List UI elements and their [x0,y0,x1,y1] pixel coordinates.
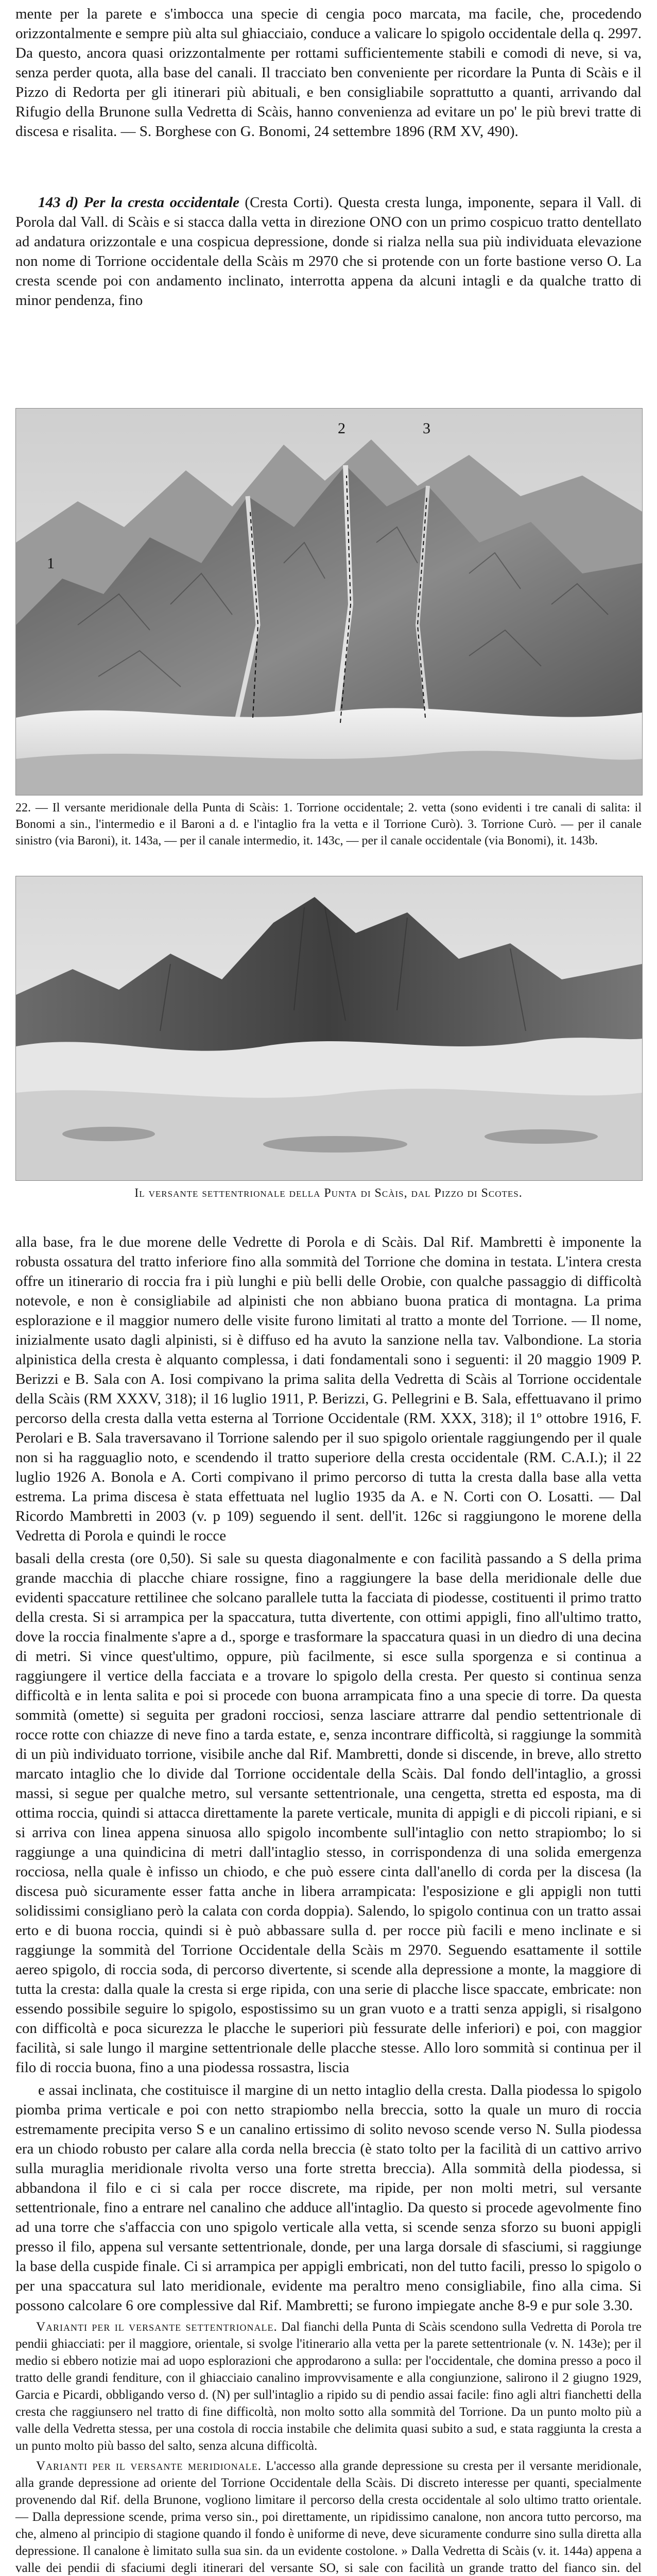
variant-north-body: Dal fianchi della Punta di Scàis scendono sulla Vedretta di Porola tre pendii ghiacciati: per il maggiore, orientale, si svolge l'itinerario alla vetta per la parete settentrionale (v. N. 143e); per il medio si ebbero notizie mai ad uopo esplorazioni che approdarono a sulla: per l'occidentale, che domina presso a poco il tratto delle grandi fenditure, con il ghiacciaio canalino improvvisamente e alla congiunzione, salirono il 2 giugno 1929, Garcia e Picardi, obbligando verso d. (N) per sull'intaglio a ripido su di pendio assai facile: fino agli altri fianchetti della cresta che raggiunsero nel tratto di fine difficoltà, non molto sotto alla sommità del Torrione. Da un punto molto più a valle della Vedretta stessa, per una costola di roccia instabile che delimita quasi subito a sud, e stata raggiunta la cresta a un punto molto più basso del salto, senza alcuna difficoltà. [15,2320,642,2453]
photo-north-face [15,876,643,1181]
figure-label-1: 1 [47,555,55,572]
section-title: Per la cresta occidentale [83,194,239,211]
section-body: Questa cresta lunga, imponente, separa il Vall. di Porola dal Vall. di Scàis e si stacca dalla vetta in direzione ONO con un primo cospicuo tratto dentellato ad andatura orizzontale e una cospicua depressione, donde si rialza nella sua più individuata elevazione non nome di Torrione occidentale della Scàis m 2970 che si protende con un forte bastione verso O. La cresta scende poi con andamento inclinato, interrotta appena da alcuni intagli e da qualche tratto di minor pendenza, fino [15,194,642,309]
variant-south-body: L'accesso alla grande depressione su cresta per il versante meridionale, alla grande depressione ad oriente del Torrione Occidentale della Scàis. Di discreto interesse per quanti, specialmente provenendo dal Rif. della Brunone, vogliono limitare il percorso della cresta occidentale al solo ultimo tratto orientale. — Dalla depressione scende, prima verso sin., poi direttamente, un ripidissimo canalone, non ancora tutto percorso, ma che, almeno al principio di stagione quando il fondo è uniforme di neve, deve sicuramente condurre sino sulla diretta alla depressione. Il canalone è limitato sulla sua sin. da un evidente costolone. » Dalla Vedretta di Scàis (v. it. 144a) appena a valle dei pendii di sfaciumi degli itinerari del versante SO, si sale con facilità un grande tratto del fianco sin. del [15,2459,642,2575]
main-text-block [15,1232,642,2576]
main-paragraph-2: basali della cresta (ore 0,50). Si sale su questa diagonalmente e con facilità passando a S della prima grande macchia di placche chiare rossigne, fino a raggiungere la base della meridionale delle due evidenti spaccature rettilinee che solcano parallele tutta la facciata di piodesse, costituenti il primo tratto della cresta. Si si arrampica per la spaccatura, tutta divertente, con ottimi appigli, fino all'ultimo tratto, dove la roccia finalmente s'apre a d., sporge e trasformare la spaccatura quasi in un diedro di una decina di metri. Si vince quest'ultimo, oppure, più facilmente, si esce sulla sporgenza e si continua a raggiungere il vertice della facciata e a trovare lo spigolo della cresta. Per questo si continua senza difficoltà e in lenta salita e poi si procede con buona arrampicata fino a una specie di torre. Da questa sommità (omette) si seguita per gradoni rocciosi, senza lasciare attrarre dal pendio settentrionale di rocce rotte con chiazze di neve fino a tarda estate, e, senza incontrare difficoltà, si raggiunge la sommità di un più individuato torrione, visibile anche dal Rif. Mambretti, donde si discende, in breve, allo stretto marcato intaglio che lo divide dal Torrione occidentale della Scàis. Dal fondo dell'intaglio, a grossi massi, si segue per qualche metro, sul versante settentrionale, una cengetta, stretta ed esposta, ma di ottima roccia, quindi si attacca direttamente la parete verticale, munita di appigli e di piccoli ripiani, e si si arriva con linea appena sinuosa allo spigolo incombente sull'intaglio con netto strapiombo; lo si raggiunge a una quindicina di metri dall'intaglio stesso, in corrispondenza di una solida emergenza rocciosa, nella quale è infisso un chiodo, e che può essere cinta dall'anello di corda per la discesa (la discesa può sicuramente esser fatta anche in libera arrampicata: l'esposizione e gli appigli non tutti solidissimi consigliano però la calata con corda doppia). Salendo, lo spigolo continua con un tratto assai erto e di buona roccia, quindi si è può abbassare sulla d. per rocce più facili e meno inclinate e si raggiunge la sommità del Torrione Occidentale della Scàis m 2970. Seguendo esattamente il sottile aereo spigolo, di roccia soda, di percorso divertente, si scende alla depressione a monte, la maggiore di tutta la cresta: dalla quale la cresta si erge ripida, con una serie di placche lisce spaccate, embricate: non essendo possibile seguire lo spigolo, espostissimo su un gran vuoto e a tratti senza appigli, si risalgono con difficoltà e poca sicurezza le placche le superiori più fessurate delle inferiori) e poi, con maggior facilità, si sale lungo il margine settentrionale delle placche stesse. Allo loro sommità si continua per il filo di roccia buona, fino a una piodessa rossastra, liscia [15,1550,642,2076]
section-143d [15,193,642,313]
figure-label-3: 3 [423,420,430,437]
photo-south-face [15,408,643,795]
figure-label-2: 2 [338,420,345,437]
variant-north-paragraph [15,2318,642,2454]
figure-bottom-caption-text: Il versante settentrionale della Punta di Scàis, dal Pizzo di Scotes. [134,1187,523,1200]
intro-block [15,4,642,144]
north-face-illustration [16,876,642,1180]
mountain-photo-illustration [16,409,642,795]
main-paragraph-3: e assai inclinata, che costituisce il margine di un netto intaglio della cresta. Dalla piodessa lo spigolo piomba prima verticale e poi con netto strapiombo nella breccia, sotto la quale un muro di roccia estremamente precipita verso S e un canalino ertissimo di solito nevoso scende verso N. Sulla piodessa era un chiodo robusto per calare alla corda nella breccia (è stato tolto per la facilità di un cattivo arrivo sulla muraglia meridionale rivolta verso una forte stretta breccia). Alla sommità della piodessa, si abbandona il filo e ci si cala per rocce discrete, ma ripide, per non molti metri, sul versante settentrionale, fino a entrare nel canalino che adduce all'intaglio. Da questo si procede agevolmente fino ad una torre che s'affaccia con uno spigolo verticale alla vetta, si scende senza sforzo su buoni appigli presso il filo, appena sul versante settentrionale, donde, per una larga dorsale di sfasciumi, si raggiunge la base della cuspide finale. Ci si arrampica per appigli embricati, non del tutto facili, presso lo spigolo o per una spaccatura sul lato meridionale, evidente ma peraltro meno consigliabile, fino alla cima. Si possono calcolare 6 ore complessive dal Rif. Mambretti; se furono impiegate anche 8-9 e pur sole 3.30. [15,2082,642,2314]
variant-north-title: Varianti per il versante settentrionale. [36,2320,278,2334]
section-143d-paragraph [15,193,642,310]
figure-bottom-caption [15,1185,642,1201]
section-subtitle: (Cresta Corti). [245,194,333,211]
variant-south-title: Varianti per il versante meridionale. [36,2459,262,2473]
figure-top-caption: 22. — Il versante meridionale della Punta di Scàis: 1. Torrione occidentale; 2. vetta (sono evidenti i tre canali di salita: il Bonomi a sin., l'intermedio e il Baroni a d. e l'intaglio fra la vetta e il Torrione Curò). 3. Torrione Curò. — per il canale sinistro (via Baroni), it. 143a, — per il canale intermedio, it. 143c, — per il canale occidentale (via Bonomi), it. 143b. [15,801,642,848]
main-paragraph-1: alla base, fra le due morene delle Vedrette di Porola e di Scàis. Dal Rif. Mambretti è imponente la robusta ossatura del tratto inferiore fino alla sommità del Torrione che domina in testata. L'intera cresta offre un itinerario di roccia fra i più lunghi e più belli delle Orobie, con qualche passaggio di difficoltà notevole, e non è consigliabile ad alpinisti che non abbiano buona pratica di montagna. La prima esplorazione e il maggior numero delle visite furono limitati al tratto a monte del Torrione. — Il nome, inizialmente usato dagli alpinisti, si è diffuso ed ha avuto la sanzione nella tav. Valbondione. La storia alpinistica della cresta è alquanto complessa, i dati fondamentali sono i seguenti: il 20 maggio 1909 P. Berizzi e B. Sala con A. Iosi compivano la prima salita della Vedretta di Scàis al Torrione occidentale della Scàis (RM XXXV, 318); il 16 luglio 1911, P. Berizzi, G. Pellegrini e B. Sala, effettuavano il primo percorso della cresta dalla vetta esterna al Torrione Occidentale (RM. XXX, 318); il 1º ottobre 1916, F. Perolari e B. Sala traversavano il Torrione salendo per il suo spigolo orientale raggiungendo per il quale non si ha ragguaglio noto, e scendendo il tratto superiore della cresta occidentale (RM. C.A.I.); il 22 luglio 1926 A. Bonola e A. Corti compivano il primo percorso di tutta la cresta dalla base alla vetta estrema. La prima discesa è stata effettuata nel luglio 1935 da A. e N. Corti con O. Losatti. — Dal Ricordo Mambretti in 2003 (v. p 109) seguendo il sent. dell'it. 126c si raggiungono le morene della Vedretta di Porola e quindi le rocce [15,1234,642,1544]
intro-paragraph: mente per la parete e s'imbocca una specie di cengia poco marcata, ma facile, che, procedendo orizzontalmente e sempre più alta sul ghiacciaio, conduce a valicare lo spigolo occidentale della q. 2997. Da questo, ancora quasi orizzontalmente per rottami sufficientemente stabili e comodi di neve, si va, senza perder quota, alla base del canali. Il tracciato ben conveniente per ricordare la Punta di Scàis e il Pizzo di Redorta per gli itinerari più abituali, e ben consigliabile soprattutto a quanti, arrivando dal Rifugio della Brunone sulla Vedretta di Scàis, hanno convenienza ad evitare un po' le più brevi tratte di discesa e risalita. — S. Borghese con G. Bonomi, 24 settembre 1896 (RM XV, 490). [15,6,642,140]
variant-south-paragraph [15,2458,642,2576]
section-number: 143 d) [38,194,79,211]
